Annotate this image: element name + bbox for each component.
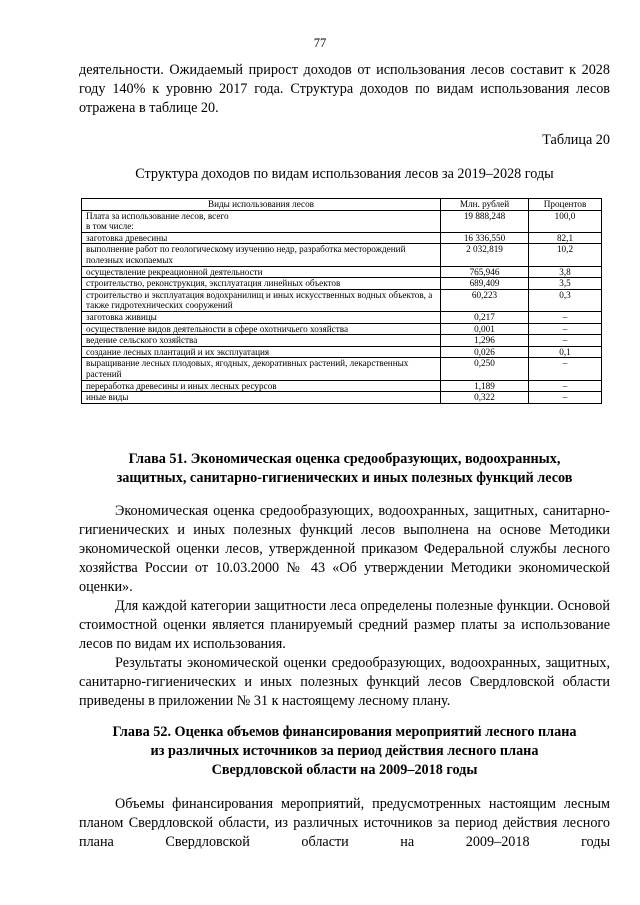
row-name: заготовка живицы [82, 311, 441, 323]
row-name: создание лесных плантаций и их эксплуатация [82, 346, 441, 358]
table-row [82, 266, 602, 278]
row-value: 2 032,819 [441, 244, 529, 266]
row-percent: 82,1 [529, 232, 602, 244]
row-name: выращивание лесных плодовых, ягодных, декоративных растений, лекарственных растений [82, 358, 441, 380]
row-value: 0,250 [441, 358, 529, 380]
row-percent: – [529, 311, 602, 323]
row-percent: – [529, 335, 602, 347]
table-title: Структура доходов по видам использования лесов за 2019–2028 годы [135, 166, 554, 182]
table-row [82, 323, 602, 335]
row-value: 0,001 [441, 323, 529, 335]
row-percent: 10,2 [529, 244, 602, 266]
table-row [82, 335, 602, 347]
row-value: 19 888,248 [441, 210, 529, 232]
row-value: 60,223 [441, 289, 529, 311]
row-name: осуществление рекреационной деятельности [82, 266, 441, 278]
row-percent: 0,3 [529, 289, 602, 311]
row-name: ведение сельского хозяйства [82, 335, 441, 347]
row-value: 1,189 [441, 380, 529, 392]
table-row [82, 380, 602, 392]
chapter-52-paragraph-1: Объемы финансирования мероприятий, предусмотренных настоящим лесным планом Свердловской области, из различных источников за период действия лесного плана Свердловской области на 2009–2018 годы [79, 796, 610, 850]
row-value: 0,217 [441, 311, 529, 323]
table-row [82, 289, 602, 311]
chapter-51-paragraph-3: Результаты экономической оценки средообразующих, водоохранных, защитных, санитарно-гигиенических и иных полезных функций лесов Свердловской области приведены в приложении № 31 к настоящему лесному плану. [79, 655, 610, 709]
row-percent: 3,5 [529, 278, 602, 290]
chapter-51-paragraph-1: Экономическая оценка средообразующих, водоохранных, защитных, санитарно-гигиенических и иных полезных функций лесов выполнена на основе Методики экономической оценки лесов, утвержденной приказом Федеральной службы лесного хозяйства России от 10.03.2000 № 43 «Об утверждении Методики экономической оценки». [79, 503, 610, 595]
row-value: 0,026 [441, 346, 529, 358]
table-row [82, 232, 602, 244]
header-usage-type: Виды использования лесов [82, 199, 441, 211]
table-row [82, 358, 602, 380]
row-value: 0,322 [441, 392, 529, 404]
table-row [82, 278, 602, 290]
table-row [82, 392, 602, 404]
row-percent: – [529, 380, 602, 392]
row-name: осуществление видов деятельности в сфере охотничьего хозяйства [82, 323, 441, 335]
chapter-51-paragraph-2: Для каждой категории защитности леса определены полезные функции. Основой стоимостной оценки является планируемый средний размер платы за использование лесов по видам их использования. [79, 598, 610, 652]
row-value: 1,296 [441, 335, 529, 347]
table-label: Таблица 20 [542, 132, 610, 148]
table-row [82, 346, 602, 358]
chapter-52-title-line-3: Свердловской области на 2009–2018 годы [211, 762, 478, 778]
table-row [82, 311, 602, 323]
row-value: 765,946 [441, 266, 529, 278]
table-header-row [82, 199, 602, 211]
header-million-rubles: Млн. рублей [441, 199, 529, 211]
page-number: 77 [313, 36, 327, 50]
row-value: 689,409 [441, 278, 529, 290]
row-percent: 0,1 [529, 346, 602, 358]
row-name: заготовка древесины [82, 232, 441, 244]
header-percent: Процентов [529, 199, 602, 211]
table-row [82, 210, 602, 232]
row-value: 16 336,550 [441, 232, 529, 244]
row-percent: – [529, 323, 602, 335]
row-percent: – [529, 392, 602, 404]
row-name: строительство и эксплуатация водохранилищ и иных искусственных водных объектов, а также гидротехнических сооружений [82, 289, 441, 311]
table-row [82, 244, 602, 266]
chapter-52-title-line-2: из различных источников за период действия лесного плана [150, 743, 539, 759]
chapter-52-title-line-1: Глава 52. Оценка объемов финансирования мероприятий лесного плана [112, 724, 577, 740]
income-structure-table [81, 198, 602, 404]
row-percent: 100,0 [529, 210, 602, 232]
row-name: переработка древесины и иных лесных ресурсов [82, 380, 441, 392]
row-percent: – [529, 358, 602, 380]
chapter-51-title [79, 450, 610, 488]
row-name: строительство, реконструкция, эксплуатация линейных объектов [82, 278, 441, 290]
chapter-51-title-line-2: защитных, санитарно-гигиенических и иных полезных функций лесов [116, 470, 573, 486]
row-name: иные виды [82, 392, 441, 404]
chapter-51-title-line-1: Глава 51. Экономическая оценка средообразующих, водоохранных, [128, 451, 561, 467]
intro-paragraph: деятельности. Ожидаемый прирост доходов от использования лесов составит к 2028 году 140% к уровню 2017 года. Структура доходов по видам использования лесов отражена в таблице 20. [79, 62, 610, 116]
row-name: Плата за использование лесов, всего в том числе: [82, 210, 441, 232]
chapter-52-title [79, 723, 610, 780]
row-name: выполнение работ по геологическому изучению недр, разработка месторождений полезных ископаемых [82, 244, 441, 266]
row-percent: 3,8 [529, 266, 602, 278]
